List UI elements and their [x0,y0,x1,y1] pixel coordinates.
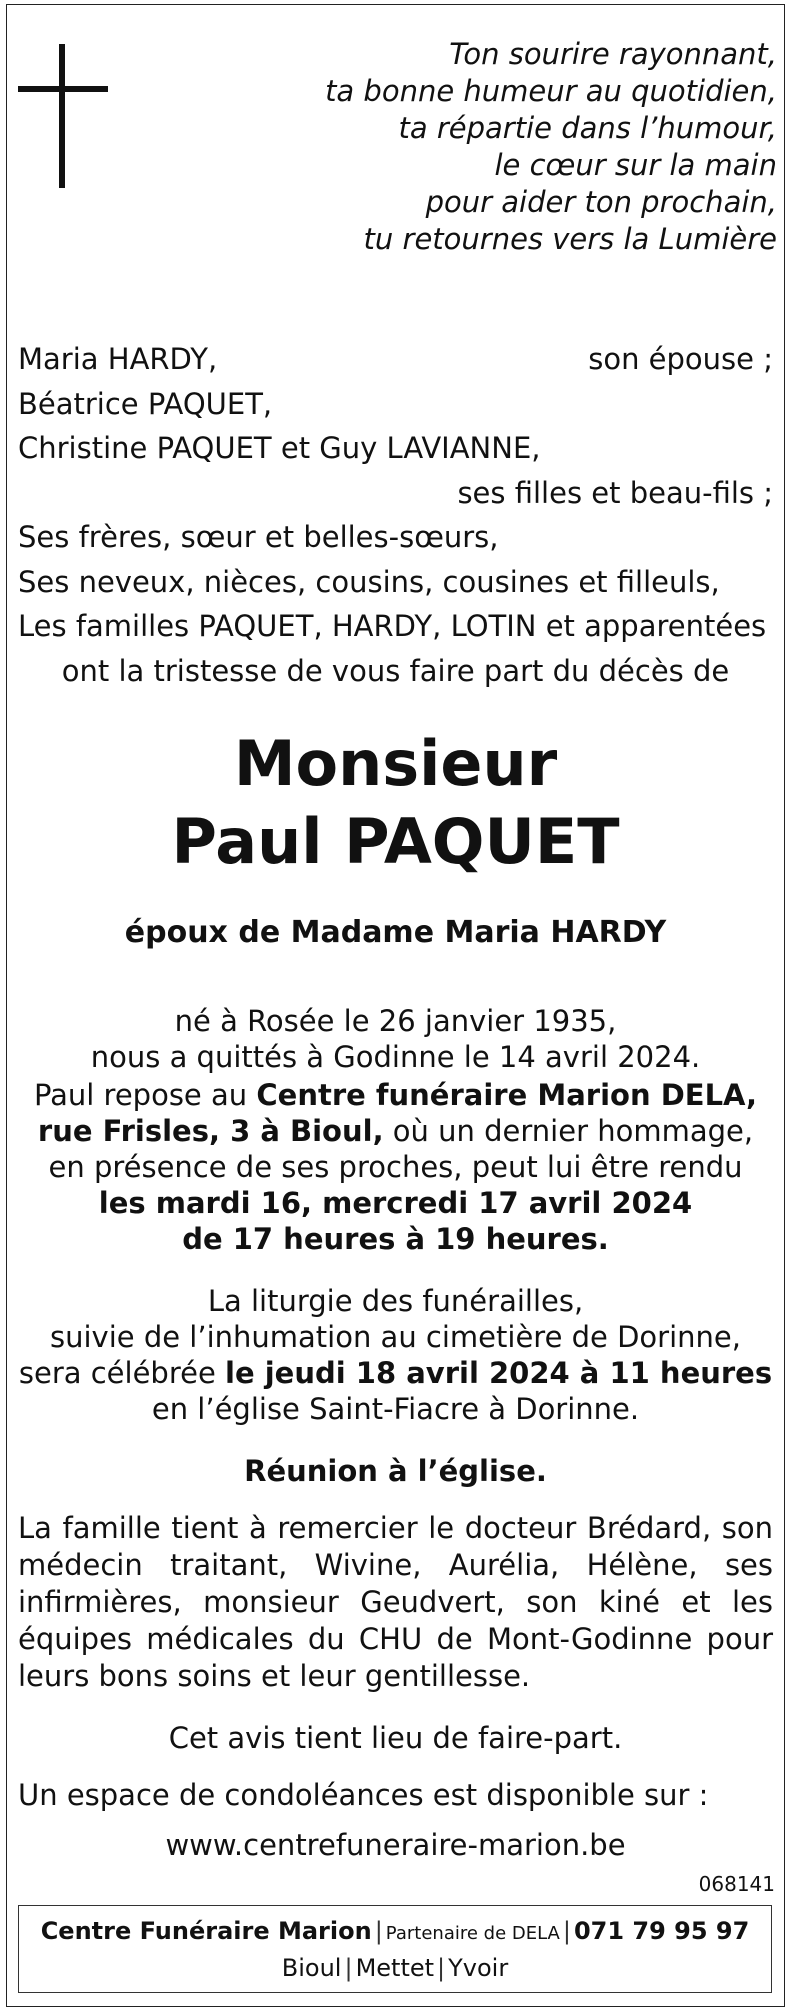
birth-info [0,1003,791,1075]
visitation-dates: les mardi 16, mercredi 17 avril 2024 [98,1186,693,1220]
footer-separator: | [344,1954,353,1982]
visitation-text: Paul repose au [33,1078,257,1112]
visitation-line-2 [0,1113,791,1149]
condolences-block [18,1770,773,1870]
families: Les familles PAQUET, HARDY, LOTIN et apparentées [18,609,767,643]
deceased-name-block [0,725,791,881]
footer-phone: 071 79 95 97 [573,1917,750,1945]
notice-line: Cet avis tient lieu de faire-part. [168,1721,623,1755]
funeral-address: rue Frisles, 3 à Bioul, [37,1114,384,1148]
liturgy-line-4: en l’église Saint-Fiacre à Dorinne. [151,1392,640,1426]
poem-line: Ton sourire rayonnant, [449,37,777,71]
spouse-name: Maria HARDY, [18,342,218,376]
footer-separator: | [374,1917,383,1945]
spouse-row [18,337,773,382]
funeral-center: Centre funéraire Marion DELA, [256,1078,758,1112]
spouse-role: son épouse ; [588,342,773,376]
poem-line: ta bonne humeur au quotidien, [325,74,777,108]
poem-line: tu retournes vers la Lumière [363,222,777,256]
visitation-text: où un dernier hommage, [383,1114,754,1148]
condolences-url[interactable]: www.centrefuneraire-marion.be [165,1828,626,1862]
daughter-2: Christine PAQUET et Guy LAVIANNE, [18,431,541,465]
footer-brand: Centre Funéraire Marion [40,1917,372,1945]
cross-icon-bar [18,86,108,92]
thanks-paragraph: La famille tient à remercier le docteur Brédard, son médecin traitant, Wivine, Aurélia, Hélène, ses infirmières, monsieur Geudvert, son kiné et les équipes médicales du CHU de Mont-Godinne pour leurs bons soins et leur gentillesse. [18,1511,773,1693]
deceased-title: Monsieur [233,727,558,800]
poem [177,36,777,258]
spouse-line: époux de Madame Maria HARDY [124,915,667,950]
footer-location: Bioul [281,1954,342,1982]
visitation-info [0,1077,791,1257]
visitation-hours: de 17 heures à 19 heures. [182,1222,609,1256]
footer-line-1 [19,1914,771,1951]
footer-location: Yvoir [448,1954,509,1982]
footer-separator: | [437,1954,446,1982]
death-line: nous a quittés à Godinne le 14 avril 2024. [90,1040,701,1074]
condolences-label: Un espace de condoléances est disponible sur : [18,1778,709,1812]
liturgy-text: sera célébrée [18,1356,226,1390]
liturgy-line-2: suivie de l’inhumation au cimetière de Dorinne, [50,1320,741,1354]
siblings: Ses frères, sœur et belles-sœurs, [18,520,499,554]
reunion-note: Réunion à l’église. [244,1454,547,1488]
footer-location: Mettet [355,1954,435,1982]
visitation-line-3: en présence de ses proches, peut lui être rendu [48,1150,743,1184]
liturgy-line-1: La liturgie des funérailles, [207,1284,584,1318]
liturgy-line-3 [0,1355,791,1391]
footer-box [18,1905,772,1993]
family-list [18,337,773,693]
poem-line: ta répartie dans l’humour, [398,111,777,145]
cross-icon [59,44,65,188]
footer-partner: Partenaire de DELA [385,1923,560,1944]
nephews: Ses neveux, nièces, cousins, cousines et filleuls, [18,564,720,599]
footer-line-2 [19,1951,771,1985]
liturgy-info [0,1283,791,1427]
liturgy-date: le jeudi 18 avril 2024 à 11 heures [225,1356,773,1390]
daughter-1: Béatrice PAQUET, [18,386,273,421]
poem-line: le cœur sur la main [494,148,777,182]
footer-separator: | [562,1917,571,1945]
birth-line: né à Rosée le 26 janvier 1935, [174,1004,617,1038]
poem-line: pour aider ton prochain, [425,185,777,219]
deceased-name: Paul PAQUET [171,805,620,878]
announcement: ont la tristesse de vous faire part du décès de [61,653,730,688]
reference-number: 068141 [698,1872,775,1896]
daughters-role: ses filles et beau-fils ; [457,475,773,510]
visitation-line-1 [0,1077,791,1113]
